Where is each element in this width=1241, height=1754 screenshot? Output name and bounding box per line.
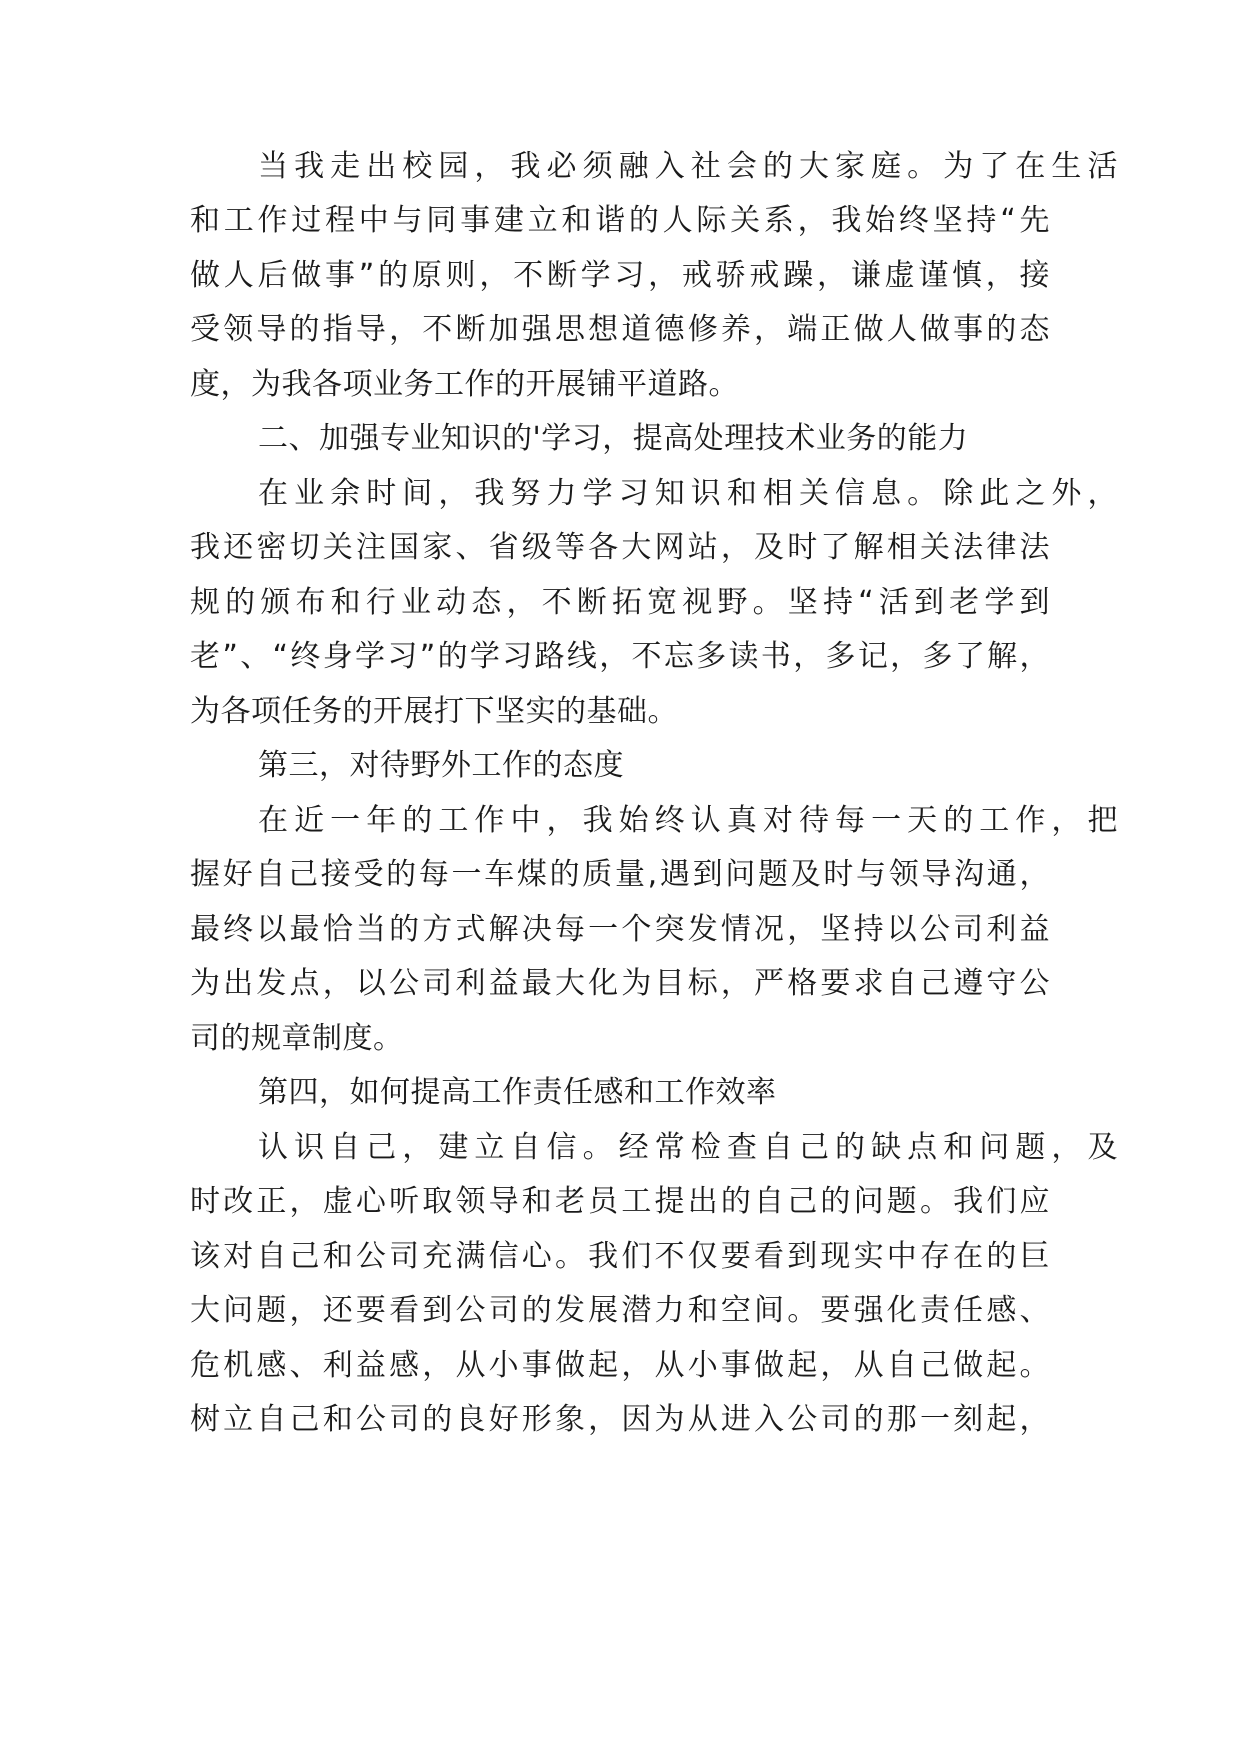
section-heading: 二、加强专业知识的'学习，提高处理技术业务的能力 xyxy=(258,421,969,456)
text-line: 为出发点，以公司利益最大化为目标，严格要求自己遵守公 xyxy=(190,966,1050,1001)
text-line: 时改正，虚心听取领导和老员工提出的自己的问题。我们应 xyxy=(190,1184,1050,1219)
text-line: 老”、“终身学习”的学习路线，不忘多读书，多记，多了解， xyxy=(190,639,1050,674)
text-line: 该对自己和公司充满信心。我们不仅要看到现实中存在的巨 xyxy=(190,1239,1050,1274)
text-line: 司的规章制度。 xyxy=(190,1021,404,1056)
section-heading: 第四，如何提高工作责任感和工作效率 xyxy=(258,1075,777,1110)
text-line: 做人后做事”的原则，不断学习，戒骄戒躁，谦虚谨慎，接 xyxy=(190,258,1050,293)
text-line: 在业余时间，我努力学习知识和相关信息。除此之外， xyxy=(258,476,1118,511)
text-line: 受领导的指导，不断加强思想道德修养，端正做人做事的态 xyxy=(190,312,1050,347)
text-line: 我还密切关注国家、省级等各大网站，及时了解相关法律法 xyxy=(190,530,1050,565)
text-line: 和工作过程中与同事建立和谐的人际关系，我始终坚持“先 xyxy=(190,203,1050,238)
text-line: 度，为我各项业务工作的开展铺平道路。 xyxy=(190,367,739,402)
text-line: 认识自己，建立自信。经常检查自己的缺点和问题，及 xyxy=(258,1130,1118,1165)
text-line: 最终以最恰当的方式解决每一个突发情况，坚持以公司利益 xyxy=(190,912,1050,947)
text-line: 为各项任务的开展打下坚实的基础。 xyxy=(190,694,678,729)
section-heading: 第三，对待野外工作的态度 xyxy=(258,748,624,783)
text-line: 危机感、利益感，从小事做起，从小事做起，从自己做起。 xyxy=(190,1348,1050,1383)
text-line: 握好自己接受的每一车煤的质量,遇到问题及时与领导沟通， xyxy=(190,857,1050,892)
text-line: 规的颁布和行业动态，不断拓宽视野。坚持“活到老学到 xyxy=(190,585,1050,620)
text-line: 当我走出校园，我必须融入社会的大家庭。为了在生活 xyxy=(258,149,1118,184)
text-line: 大问题，还要看到公司的发展潜力和空间。要强化责任感、 xyxy=(190,1293,1050,1328)
text-line: 在近一年的工作中，我始终认真对待每一天的工作，把 xyxy=(258,803,1118,838)
text-line: 树立自己和公司的良好形象，因为从进入公司的那一刻起， xyxy=(190,1402,1050,1437)
